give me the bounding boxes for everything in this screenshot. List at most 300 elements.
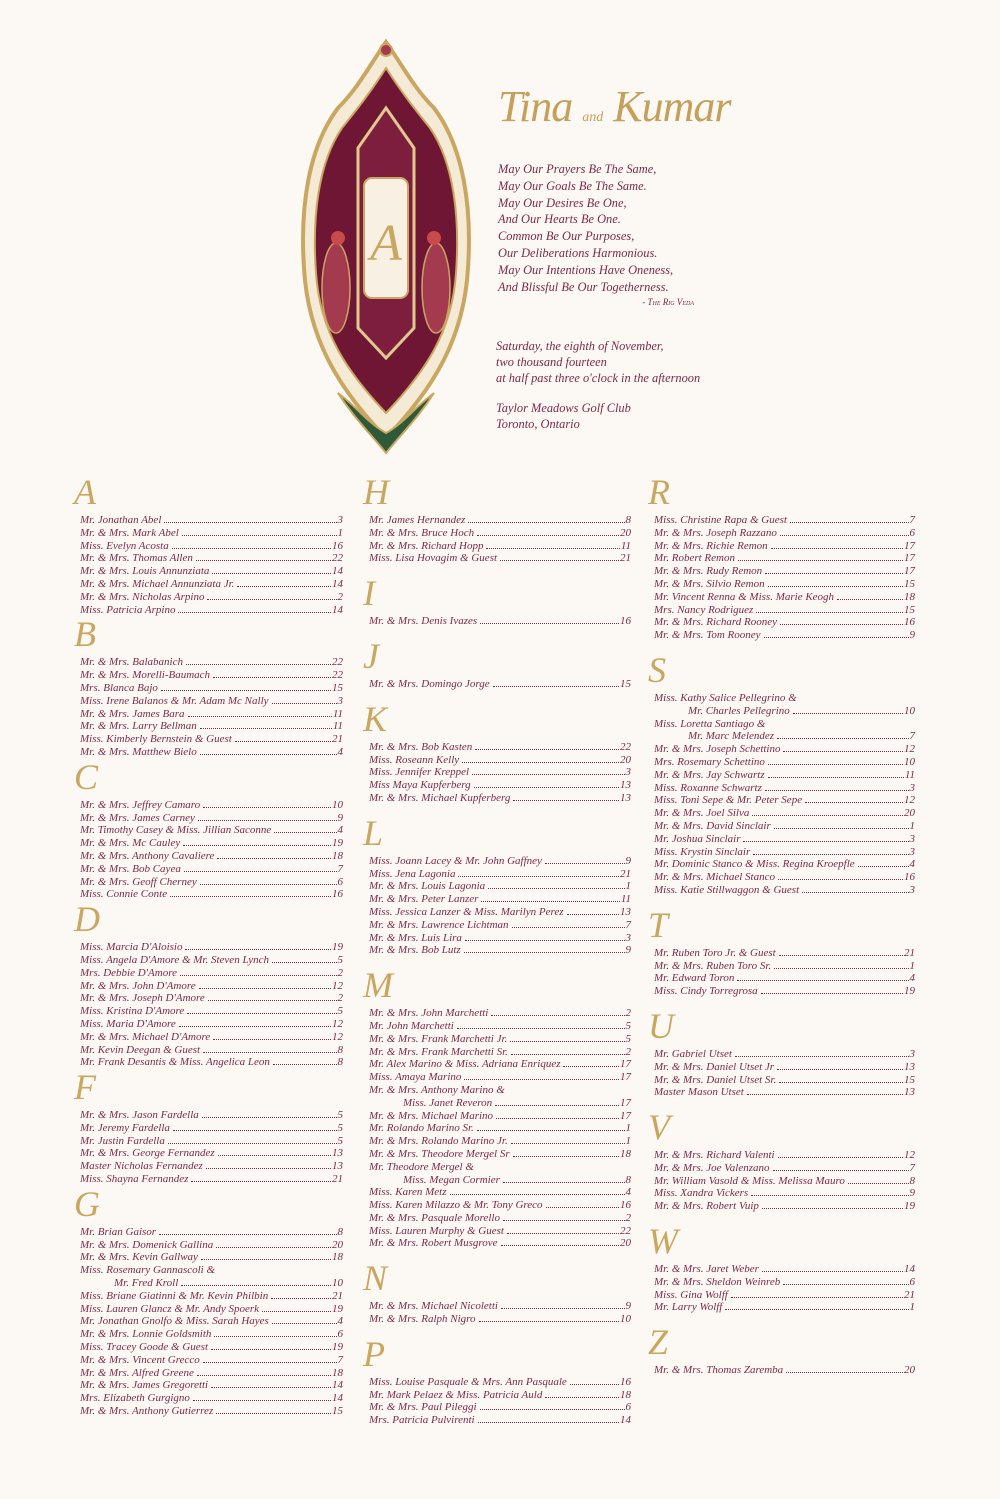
table-number: 8 [909,1174,915,1187]
guest-entry [80,1056,343,1069]
section-letter: F [74,1067,96,1108]
table-number: 14 [332,565,343,578]
section-gap [369,957,631,967]
table-number: 11 [904,768,915,781]
guest-entry [654,591,915,604]
dot-leader [213,1039,331,1040]
dot-leader [783,751,903,752]
dot-leader [493,686,619,687]
guest-entry [654,884,915,897]
section-letter: Z [648,1322,669,1363]
guest-name: Mr. Justin Fardella [80,1134,165,1147]
table-number: 2 [625,1211,631,1224]
section-v [648,1099,915,1213]
poem-line: Common Be Our Purposes, [498,229,635,244]
guest-entry [654,552,915,565]
guest-entry [654,527,915,540]
dot-leader [778,879,903,880]
dot-leader [762,1271,903,1272]
guest-entry [369,1033,631,1046]
venue-city: Toronto, Ontario [496,417,580,431]
table-number: 3 [909,883,915,896]
table-number: 9 [909,1187,915,1200]
table-number: 3 [625,766,631,779]
guest-entry-continued [369,1174,631,1187]
table-number: 4 [625,1186,631,1199]
dot-leader [464,1079,619,1080]
poem-line: May Our Intentions Have Oneness, [498,262,674,277]
guest-name: Mr. Marc Melendez [688,730,775,743]
dot-leader [747,1094,903,1095]
guest-name: Mr. & Mrs. George Fernandez [80,1147,215,1160]
guest-name: Mr. & Mrs. Mark Abel [80,526,179,539]
guest-name: Mrs. Nancy Rodriguez [654,603,754,616]
guest-name: Miss. Megan Cormier [403,1173,500,1186]
dot-leader [481,901,619,902]
table-number: 5 [337,1121,343,1134]
dot-leader [510,1041,624,1042]
guest-name: Mr. Frank Desantis & Miss. Angelica Leon [80,1056,270,1069]
table-number: 15 [904,603,915,616]
guest-entry [80,1341,343,1354]
table-number: 17 [904,552,915,565]
guest-name: Miss. Karen Milazzo & Mr. Tony Greco [369,1199,543,1212]
guest-name: Mr. & Mrs. Jason Fardella [80,1109,199,1122]
table-number: 21 [620,552,631,565]
guest-name: Mr. & Mrs. Vincent Grecco [80,1353,200,1366]
guest-entry [369,1046,631,1059]
table-number: 1 [337,526,343,539]
table-number: 10 [332,798,343,811]
guest-entry [654,985,915,998]
guest-name: Mr. & Mrs. Morelli-Baumach [80,669,211,682]
event-details [496,338,700,432]
section-gap [369,628,631,638]
table-number: 9 [625,854,631,867]
dot-leader [458,876,619,877]
dot-leader [802,892,908,893]
dot-leader [756,612,903,613]
table-number: 3 [909,781,915,794]
table-number: 7 [337,1353,343,1366]
dot-leader [768,777,904,778]
guest-entry [369,1212,631,1225]
section-letter: K [363,698,388,739]
table-number: 5 [625,1019,631,1032]
table-number: 6 [337,1328,343,1341]
dot-leader [450,1194,625,1195]
table-number: 7 [337,862,343,875]
table-number: 7 [625,918,631,931]
dot-leader [764,637,909,638]
guest-name: Mr. & Mrs. Michael Nicoletti [369,1300,498,1313]
guest-name: Mr. Joshua Sinclair [654,832,741,845]
table-number: 14 [332,577,343,590]
table-number: 12 [904,743,915,756]
guest-name: Mr. & Mrs. Joe Valenzano [654,1161,770,1174]
table-number: 17 [620,1109,631,1122]
table-number: 4 [909,972,915,985]
guest-name: Mr. & Mrs. Michael Annunziata Jr. [80,577,235,590]
guest-entry [654,846,915,859]
dot-leader [468,522,624,523]
dot-leader [213,677,331,678]
guest-name: Miss. Katie Stillwaggon & Guest [654,883,800,896]
table-number: 10 [620,1313,631,1326]
table-number: 8 [337,1043,343,1056]
guest-name: Miss. Jessica Lanzer & Miss. Marilyn Perez [369,905,564,918]
guest-entry [654,807,915,820]
table-number: 13 [904,1060,915,1073]
table-number: 17 [904,539,915,552]
dot-leader [805,802,903,803]
dot-leader [765,790,909,791]
table-number: 13 [332,1147,343,1160]
guest-name: Mr. & Mrs. Peter Lanzer [369,893,479,906]
table-number: 19 [332,1302,343,1315]
dot-leader [200,728,332,729]
section-letter: P [363,1333,385,1374]
section-letter: D [74,899,100,940]
dot-leader [211,1387,331,1388]
guest-name: Miss. Lauren Glancz & Mr. Andy Spoerk [80,1302,260,1315]
date-line: two thousand fourteen [496,355,607,369]
dot-leader [272,1323,337,1324]
table-number: 5 [337,953,343,966]
guest-name: Mr. Charles Pellegrino [688,704,790,717]
dot-leader [753,854,908,855]
guest-entry [369,1225,631,1238]
guest-name: Mr. Fred Kroll [114,1277,179,1290]
guest-entry [654,1086,915,1099]
guest-entry [80,1315,343,1328]
guest-name: Mr. & Mrs. Frank Marchetti Sr. [369,1045,508,1058]
table-number: 8 [625,1173,631,1186]
section-letter: W [648,1221,678,1262]
table-number: 5 [337,1005,343,1018]
section-k [363,691,631,805]
guest-name: Mr. & Mrs. James Bara [80,707,185,720]
guest-name: Miss. Xandra Vickers [654,1187,749,1200]
guest-entry [80,967,343,980]
dot-leader [208,1000,337,1001]
guest-entry [80,1173,343,1186]
section-gap [654,1314,915,1324]
guest-entry [369,527,631,540]
dot-leader [752,815,903,816]
guest-entry [80,837,343,850]
table-number: 18 [904,590,915,603]
guest-name: Mr. & Mrs. Michael Stanco [654,871,775,884]
guest-entry [80,1226,343,1239]
table-number: 18 [332,1366,343,1379]
table-number: 1 [909,1301,915,1314]
guest-entry [80,824,343,837]
guest-entry [654,947,915,960]
table-number: 21 [904,1288,915,1301]
guest-entry [369,1122,631,1135]
guest-name: Miss. Briane Giatinni & Mr. Kevin Philbin [80,1289,269,1302]
guest-name: Miss. Evelyn Acosta [80,539,169,552]
guest-name: Miss. Krystin Sinclair [654,845,751,858]
guest-entry [369,754,631,767]
guest-name: Mr. Larry Wolff [654,1301,723,1314]
guest-name: Mrs. Elizabeth Gurgigno [80,1392,190,1405]
guest-name: Mr. Vincent Renna & Miss. Marie Keogh [654,590,835,603]
table-number: 1 [909,819,915,832]
guest-name: Mr. & Mrs. Tom Rooney [654,629,761,642]
table-number: 3 [909,845,915,858]
guest-name: Mr. & Mrs. Rudy Remon [654,565,763,578]
guest-entry [654,1061,915,1074]
dot-leader [214,1336,336,1337]
guest-entry [80,1303,343,1316]
dot-leader [725,1309,908,1310]
guest-name: Miss. Jennifer Kreppel [369,766,470,779]
guest-entry [654,514,915,527]
guest-name: Mr. & Mrs. Joseph Schettino [654,743,781,756]
guest-entry [80,565,343,578]
guest-entry [369,880,631,893]
table-number: 12 [332,1017,343,1030]
poem-line: May Our Prayers Be The Same, [498,162,657,176]
section-u [648,998,915,1099]
guest-name: Mr. Jonathan Abel [80,514,162,526]
dot-leader [202,1117,337,1118]
guest-name: Miss. Angela D'Amore & Mr. Steven Lynch [80,953,269,966]
table-number: 9 [625,1300,631,1313]
section-gap [369,805,631,815]
guest-name: Miss. Shayna Fernandez [80,1173,189,1186]
table-number: 16 [904,871,915,884]
table-number: 18 [620,1388,631,1401]
table-number: 14 [620,1414,631,1427]
table-number: 13 [620,791,631,804]
guest-entry [80,591,343,604]
and-joiner: and [582,110,604,125]
guest-name: Miss. Karen Metz [369,1186,447,1199]
guest-name: Mr. & Mrs. Matthew Bielo [80,745,197,758]
guest-entry [654,616,915,629]
section-gap [369,565,631,575]
dot-leader [507,1233,619,1234]
guest-name: Mr. & Mrs. Frank Marchetti Jr. [369,1032,508,1045]
guest-entry [654,629,915,642]
dot-leader [780,535,909,536]
table-number: 13 [904,1086,915,1099]
section-gap [369,691,631,701]
dot-leader [217,858,331,859]
section-g [74,1183,343,1418]
section-letter: S [648,649,666,690]
guest-entry [80,746,343,759]
dot-leader [786,1372,903,1373]
dot-leader [200,884,337,885]
guest-entry [369,1186,631,1199]
guest-name: Mr. & Mrs. Alfred Greene [80,1366,194,1379]
section-z [648,1314,915,1377]
guest-entry [654,604,915,617]
guest-entry [369,1161,631,1174]
guest-entry [369,1071,631,1084]
guest-entry [80,1354,343,1367]
guest-name: Mrs. Patricia Pulvirenti [369,1414,475,1427]
guest-name: Mr. & Mrs. Michael Kupferberg [369,791,511,804]
guest-name: Mr. Dominic Stanco & Miss. Regina Kroepfle [654,858,855,871]
dot-leader [488,888,624,889]
dot-leader [858,866,909,867]
guest-entry [80,941,343,954]
table-number: 17 [620,1058,631,1071]
table-number: 2 [337,966,343,979]
guest-entry [654,1289,915,1302]
dot-leader [475,749,619,750]
dot-leader [180,975,337,976]
guest-entry [654,871,915,884]
table-number: 12 [904,1149,915,1162]
guest-name: Mr. & Mrs. Jeffrey Camaro [80,798,201,811]
dot-leader [271,1298,331,1299]
table-number: 4 [337,824,343,837]
dot-leader [479,1321,619,1322]
guest-entry [80,1290,343,1303]
table-number: 3 [337,694,343,707]
guest-entry [80,578,343,591]
table-number: 5 [337,1134,343,1147]
dot-leader [191,1181,331,1182]
guest-name: Miss Maya Kupferberg [369,779,471,792]
guest-name: Mr. & Mrs. Thomas Allen [80,552,193,565]
guest-name: Mr. James Hernandez [369,514,466,526]
date-line: Saturday, the eighth of November, [496,339,664,353]
dot-leader [207,599,336,600]
guest-entry [369,779,631,792]
table-number: 20 [620,1237,631,1250]
section-letter: J [363,635,379,676]
guest-name: Mr. & Mrs. Richard Hopp [369,539,484,552]
guest-entry [369,1376,631,1389]
guest-entry [80,812,343,825]
guest-entry [654,692,915,705]
dot-leader [188,716,332,717]
table-number: 21 [332,1173,343,1186]
header [498,82,758,307]
dot-leader [778,1157,903,1158]
guest-name: Mr. Theodore Mergel & [369,1160,474,1173]
dot-leader [513,1156,619,1157]
section-letter: U [648,1005,674,1046]
guest-name: Miss. Joann Lacey & Mr. John Gaffney [369,854,542,867]
table-number: 6 [909,1275,915,1288]
section-letter: T [648,904,669,945]
guest-entry [654,960,915,973]
guest-name: Mr. Alex Marino & Miss. Adriana Enriquez [369,1058,561,1071]
table-number: 14 [332,1392,343,1405]
guest-entry [654,1364,915,1377]
table-number: 14 [904,1263,915,1276]
guest-entry [369,792,631,805]
section-gap [654,1213,915,1223]
section-p [363,1326,631,1427]
dot-leader [216,1247,331,1248]
table-number: 19 [332,837,343,850]
table-number: 22 [332,552,343,565]
guest-entry [369,1199,631,1212]
dot-leader [567,914,619,915]
dot-leader [477,1130,625,1131]
guest-entry [80,682,343,695]
guest-entry-continued [369,1097,631,1110]
dot-leader [187,1013,336,1014]
table-number: 8 [337,1056,343,1069]
guest-entry [80,708,343,721]
section-letter: H [363,472,389,512]
guest-entry [369,1135,631,1148]
monogram: A [370,215,402,272]
guest-name: Mr. & Mrs. Lawrence Lichtman [369,918,509,931]
guest-entry [654,1048,915,1061]
guest-entry [80,540,343,553]
guest-entry [369,1148,631,1161]
section-letter: R [648,472,670,512]
guest-name: Miss. Patricia Arpino [80,603,176,616]
guest-entry [654,718,915,731]
guest-entry [369,678,631,691]
couple-names [498,82,758,143]
guest-name: Mr. & Mrs. Domenick Gallina [80,1238,214,1251]
guest-name: Mr. Jonathan Gnolfo & Miss. Sarah Hayes [80,1315,269,1328]
table-number: 18 [332,1251,343,1264]
table-number: 16 [620,1375,631,1388]
dot-leader [761,993,903,994]
guest-entry [80,1328,343,1341]
section-l [363,805,631,957]
table-number: 19 [904,1200,915,1213]
dot-leader [735,1056,909,1057]
table-number: 7 [909,730,915,743]
table-number: 16 [620,1199,631,1212]
bride-name: Tina [498,82,573,131]
dot-leader [570,1384,619,1385]
section-gap [654,642,915,652]
dot-leader [218,1155,331,1156]
dot-leader [545,863,625,864]
guest-entry [80,1160,343,1173]
dot-leader [848,1183,909,1184]
guest-name: Mr. & Mrs. Robert Vuip [654,1200,759,1213]
section-j [363,628,631,691]
dot-leader [777,1069,903,1070]
table-number: 12 [332,979,343,992]
guest-name: Mr. & Mrs. Anthony Gutierrez [80,1405,214,1418]
guest-entry [654,1276,915,1289]
dot-leader [773,1170,909,1171]
guest-name: Mr. & Mrs. Kevin Gallway [80,1251,198,1264]
dot-leader [274,832,336,833]
table-number: 1 [909,959,915,972]
section-t [648,897,915,998]
seating-column-1 [74,472,343,1418]
table-number: 20 [332,1238,343,1251]
section-letter: C [74,756,99,797]
guest-name: Mr. & Mrs. Theodore Mergel Sr [369,1147,510,1160]
table-number: 14 [332,1379,343,1392]
dot-leader [774,968,908,969]
dot-leader [496,1118,619,1119]
guest-entry [80,604,343,617]
guest-name: Mr. & Mrs. Silvio Remon [654,577,765,590]
table-number: 7 [909,514,915,526]
